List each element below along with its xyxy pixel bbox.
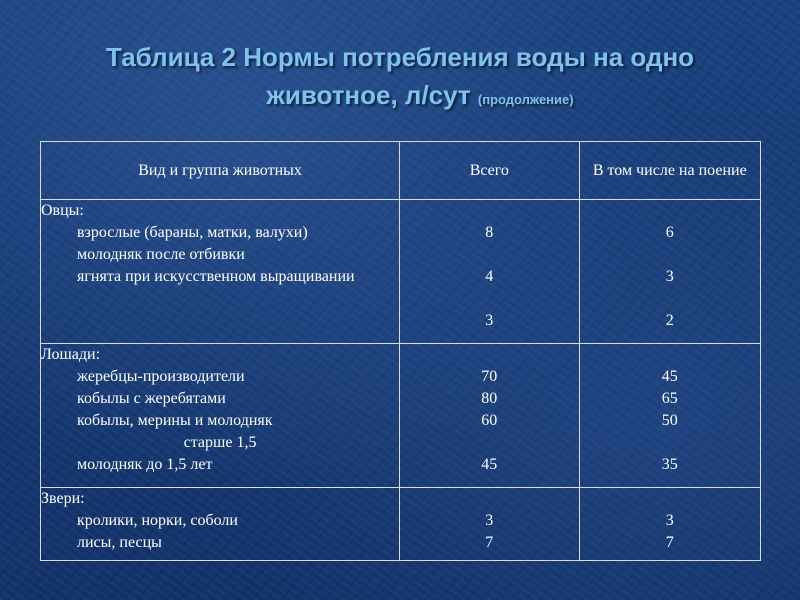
item-horses-young: молодняк до 1,5 лет [77, 456, 213, 473]
item-sheep-adults: взрослые (бараны, матки, валухи) [77, 224, 308, 241]
group-title-fur: Звери: [41, 490, 85, 507]
item-sheep-weaned: молодняк после отбивки [77, 246, 245, 263]
value-sheep-total-adults: 8 [485, 224, 494, 241]
value-horses-drink-stallions: 45 [661, 368, 678, 385]
title-line-2-wrap [0, 76, 800, 119]
value-sheep-drink-adults: 6 [665, 224, 674, 241]
cell-fur-names [41, 488, 400, 561]
table-row-sheep [41, 200, 761, 344]
item-horses-mares-foals: кобылы с жеребятами [77, 390, 226, 407]
water-norms-table [40, 141, 761, 561]
item-horses-geldings: кобылы, мерины и молодняк [77, 412, 273, 429]
value-fur-drink-foxes: 7 [665, 534, 674, 551]
item-sheep-lambs: ягнята при искусственном выращивании [77, 268, 355, 285]
item-horses-older: старше 1,5 [183, 434, 257, 451]
table-row-fur-animals [41, 488, 761, 561]
value-horses-total-young: 45 [481, 456, 498, 473]
cell-horses-drinking [579, 344, 760, 488]
value-horses-drink-young: 35 [661, 456, 678, 473]
header-animal-group: Вид и группа животных [41, 142, 400, 200]
value-horses-drink-geldings: 50 [661, 412, 678, 429]
cell-sheep-total [400, 200, 579, 344]
value-sheep-total-weaned: 4 [485, 268, 494, 285]
value-horses-total-geldings: 60 [481, 412, 498, 429]
table-row-horses [41, 344, 761, 488]
cell-horses-names [41, 344, 400, 488]
value-horses-total-stallions: 70 [481, 368, 498, 385]
item-horses-stallions: жеребцы-производители [77, 368, 245, 385]
value-horses-total-mares: 80 [481, 390, 498, 407]
value-sheep-drink-weaned: 3 [665, 268, 674, 285]
header-total: Всего [400, 142, 579, 200]
header-drinking: В том числе на поение [579, 142, 760, 200]
title-note: (продолжение) [477, 92, 574, 107]
item-fur-rabbits: кролики, норки, соболи [77, 512, 238, 529]
value-sheep-drink-lambs: 2 [665, 312, 674, 329]
cell-fur-drinking [579, 488, 760, 561]
title-line-1: Таблица 2 Нормы потребления воды на одно [105, 42, 695, 72]
cell-horses-total [400, 344, 579, 488]
value-fur-drink-rabbits: 3 [665, 512, 674, 529]
value-horses-drink-mares: 65 [661, 390, 678, 407]
slide-title [0, 38, 800, 119]
table-header-row [41, 142, 761, 200]
title-line-2: животное, л/сут [266, 80, 471, 110]
value-fur-total-foxes: 7 [485, 534, 494, 551]
value-sheep-total-lambs: 3 [485, 312, 494, 329]
item-fur-foxes: лисы, песцы [77, 534, 162, 551]
cell-sheep-names [41, 200, 400, 344]
value-fur-total-rabbits: 3 [485, 512, 494, 529]
group-title-sheep: Овцы: [41, 202, 84, 219]
cell-sheep-drinking [579, 200, 760, 344]
group-title-horses: Лошади: [41, 346, 101, 363]
cell-fur-total [400, 488, 579, 561]
